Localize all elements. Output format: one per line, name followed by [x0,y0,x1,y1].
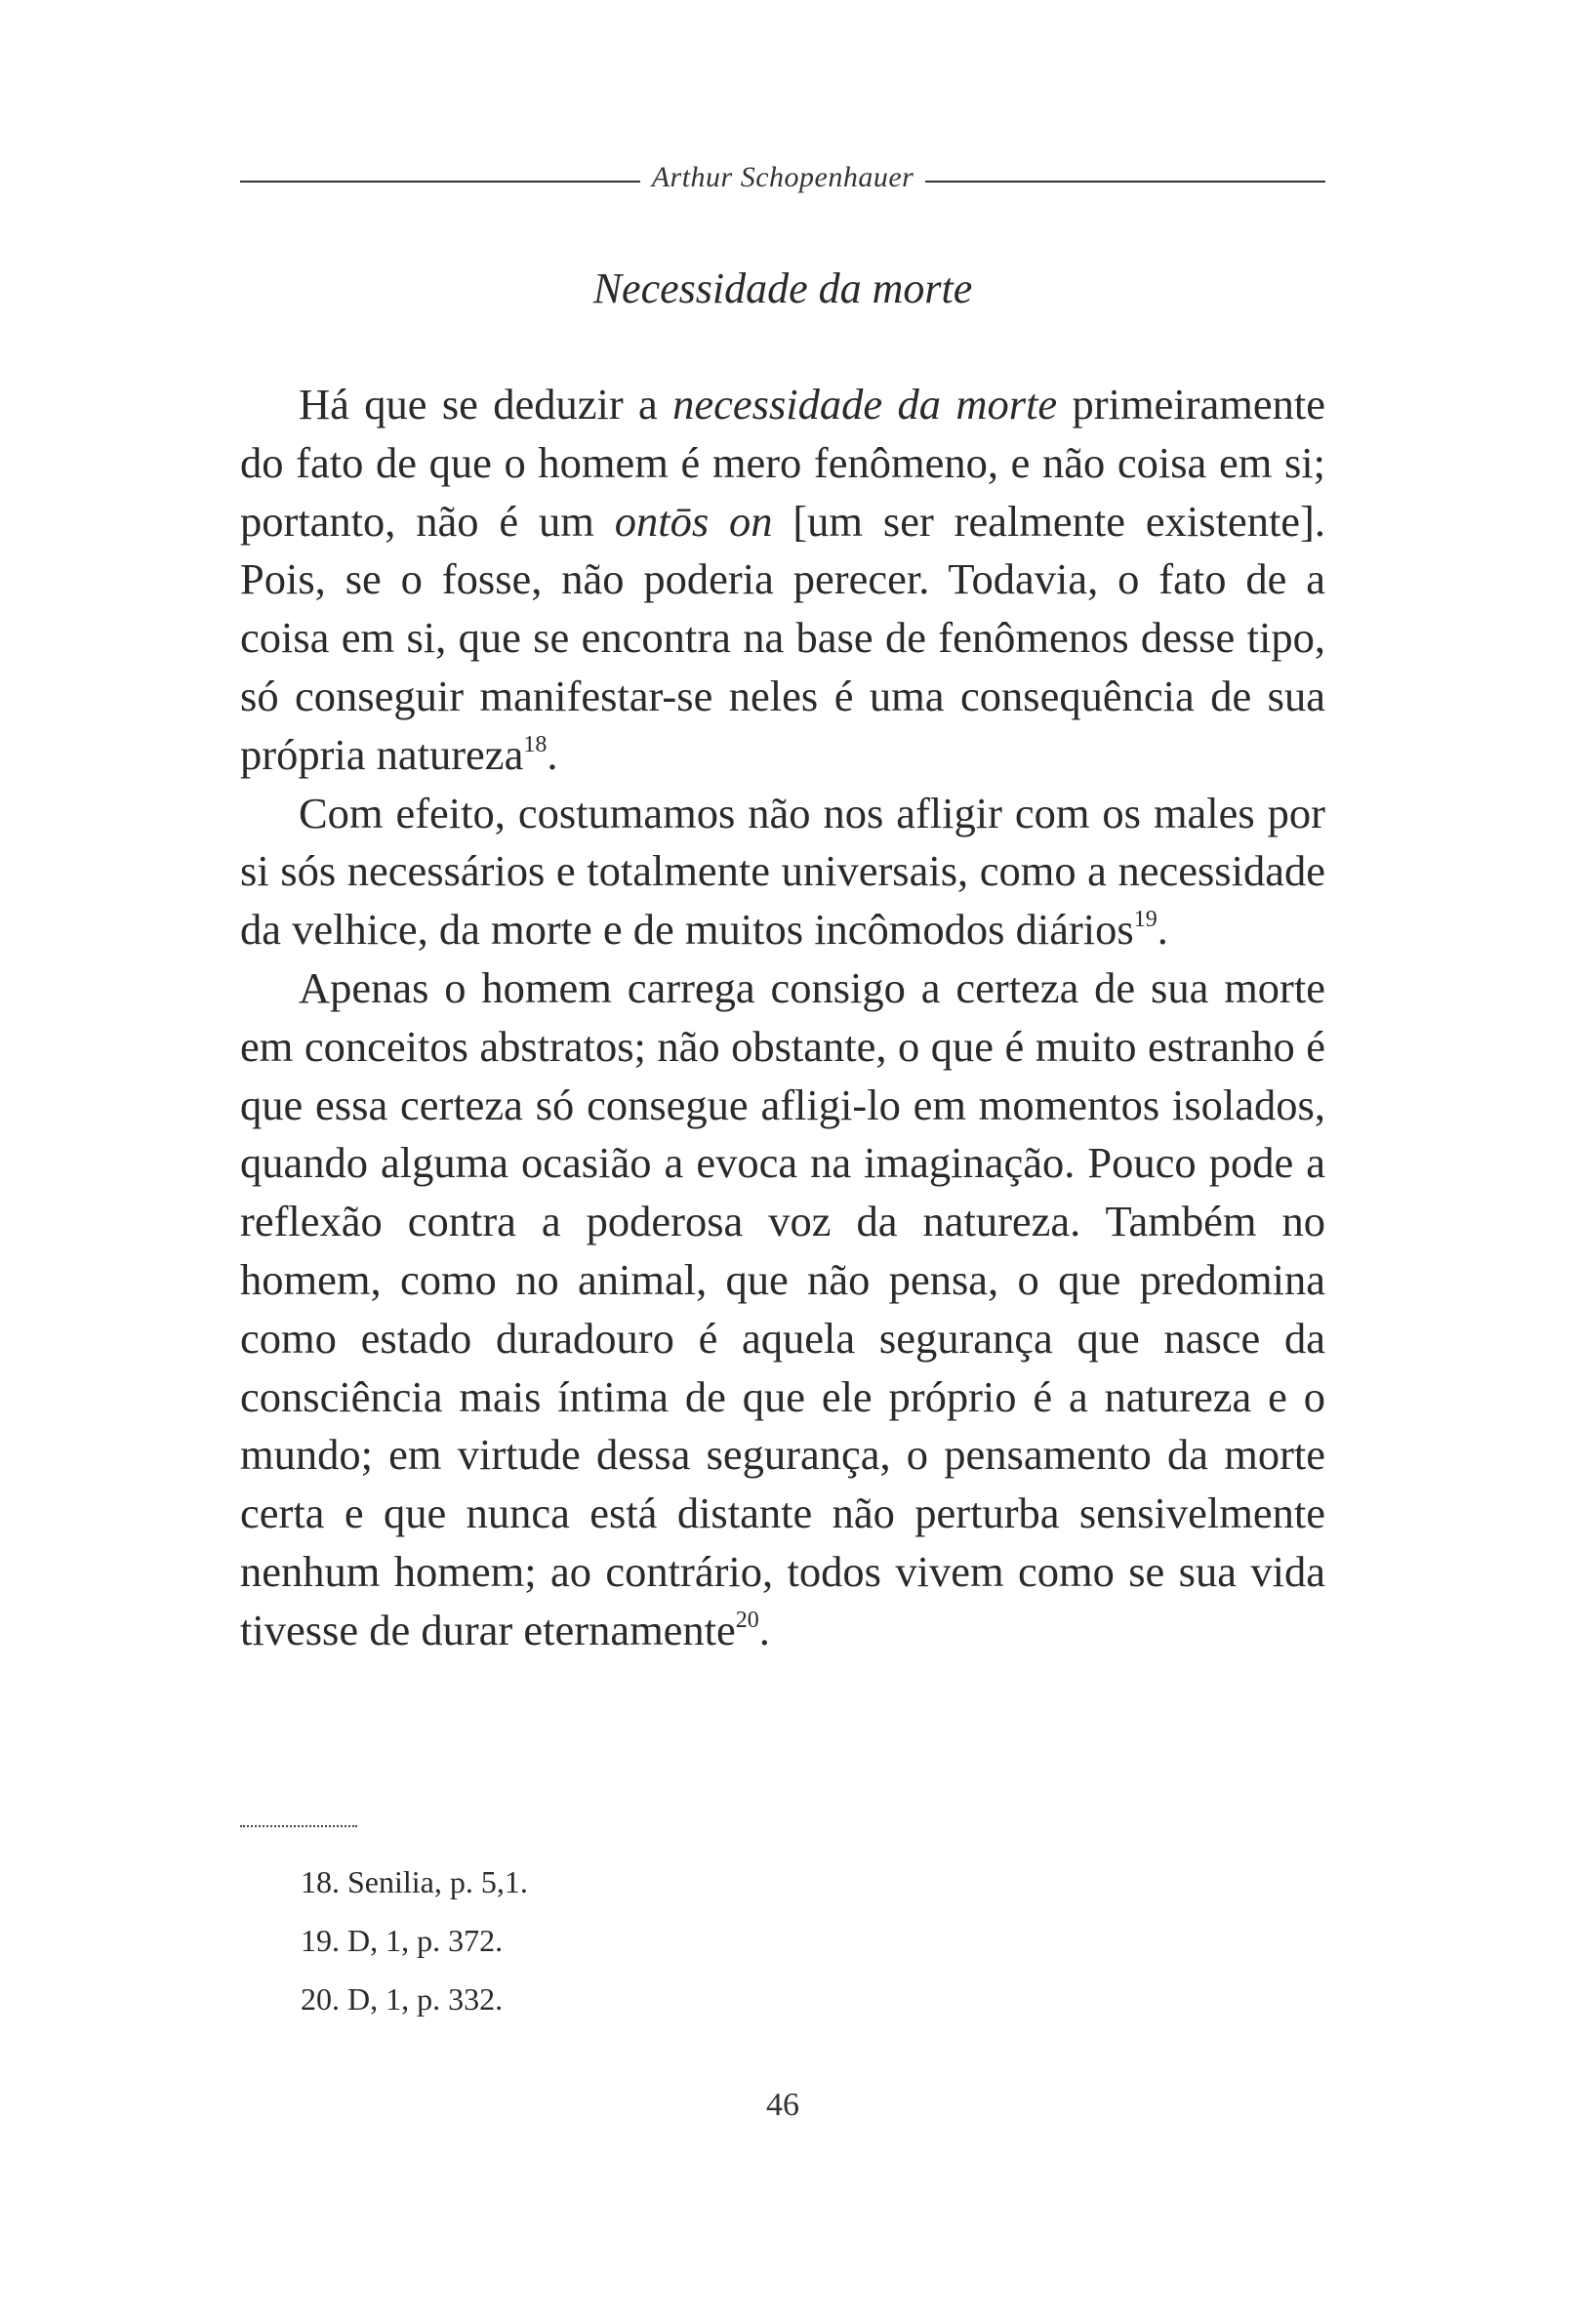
footnotes [301,1853,1179,2028]
header-rule-left [240,181,640,183]
body-text [240,376,1325,1660]
footnote-20: 20. D, 1, p. 332. [301,1981,504,2017]
footnote-separator [240,1825,357,1827]
footnote-ref-19[interactable]: 19 [1133,907,1158,933]
page-number: 46 [766,2087,799,2123]
paragraph-3-text: Apenas o homem carrega consigo a certeza de sua morte em conceitos abstratos; não obstante, o que é muito estranho é que essa certeza só consegue afligi-lo em momentos isolados, quando alguma ocasião a evoca na imaginação. Pouco pode a reflexão contra a poderosa voz da natureza. Também no homem, como no animal, que não pensa, o que predomina como estado duradouro é aquela segurança que nasce da consciência mais íntima de que ele próprio é a natureza e o mundo; em virtude dessa segurança, o pensamento da morte certa e que nunca está distante não perturba sensivelmente nenhum homem; ao contrário, todos vivem como se sua vida tivesse de durar eternamente [240,962,1325,1654]
paragraph-2-end: . [1157,905,1168,955]
footnote-18: 18. Senilia, p. 5,1. [301,1864,528,1899]
header-rule-right [925,181,1325,183]
section-title: Necessidade da morte [592,265,973,312]
paragraph-1-emphasis: necessidade da morte [672,380,1058,428]
paragraph-1-text-a: Há que se deduzir a [299,380,673,428]
paragraph-3-end: . [758,1605,770,1654]
paragraph-1-text-c: primeiramente do fato de que o homem é mero fenômeno, e não coisa em si; portanto, não é um [240,380,1325,546]
paragraph-3 [240,959,1325,1660]
paragraph-2 [240,785,1325,959]
footnote-19: 19. D, 1, p. 372. [301,1923,504,1958]
paragraph-1-end: . [547,729,558,779]
running-header [240,156,1325,199]
paragraph-1-text-e: [um ser realmente existente]. Pois, se o fosse, não poderia perecer. Todavia, o fato de a coisa em si, que se encontra na base de fenômenos desse tipo, só conseguir manifestar-se neles é uma consequência de sua própria natureza [240,496,1325,779]
paragraph-1-greek-term: ontōs on [614,496,773,546]
paragraph-1 [240,376,1325,785]
header-author: Arthur Schopenhauer [651,161,914,193]
footnote-ref-18[interactable]: 18 [523,731,548,757]
paragraph-2-text: Com efeito, costumamos não nos afligir com os males por si sós necessários e totalmente universais, como a necessidade da velhice, da morte e de muitos incômodos diários [240,788,1325,955]
footnote-ref-20[interactable]: 20 [735,1607,759,1633]
